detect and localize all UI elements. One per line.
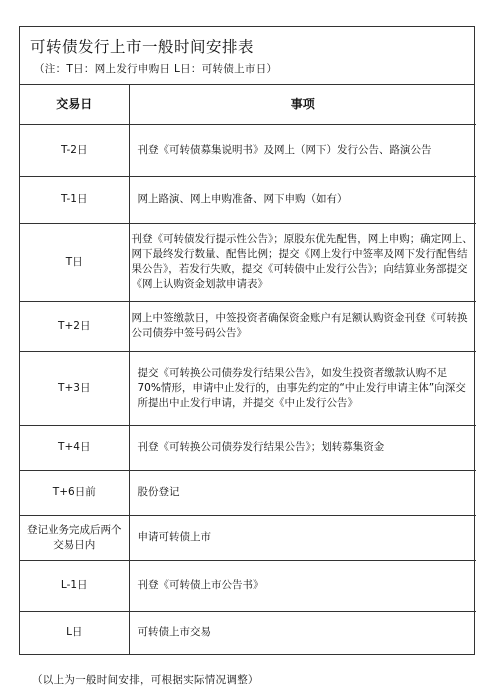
table-row <box>20 176 476 223</box>
row-item: 刊登《可转换公司债券发行结果公告》；划转募集资金 <box>129 425 476 470</box>
row-item: 刊登《可转债募集说明书》及网上（网下）发行公告、路演公告 <box>129 124 476 176</box>
title-box <box>20 27 474 85</box>
row-item: 股份登记 <box>129 470 476 515</box>
header-day: 交易日 <box>20 85 129 124</box>
row-day: T+2日 <box>20 301 129 351</box>
header-item: 事项 <box>129 85 476 124</box>
row-item: 刊登《可转债发行提示性公告》；原股东优先配售，网上申购；确定网上、网下最终发行数量、配售比例；提交《网上发行中签率及网下发行配售结果公告》，若发行失败，提交《可转债中止发行公告》；向结算业务部提交《网上认购资金划款申请表》 <box>129 223 476 301</box>
table-row <box>20 425 476 470</box>
row-day: T+6日前 <box>20 470 129 515</box>
row-item: 刊登《可转债上市公告书》 <box>129 560 476 611</box>
table-row <box>20 301 476 351</box>
row-day: 登记业务完成后两个交易日内 <box>20 515 129 560</box>
row-item: 可转债上市交易 <box>129 611 476 654</box>
row-day: T+3日 <box>20 351 129 425</box>
row-item: 网上中签缴款日，中签投资者确保资金账户有足额认购资金刊登《可转换公司债券中签号码公告》 <box>129 301 476 351</box>
table-row <box>20 351 476 425</box>
table-row <box>20 515 476 560</box>
footer-note: （以上为一般时间安排，可根据实际情况调整） <box>32 674 259 686</box>
row-item: 网上路演、网上申购准备、网下申购（如有） <box>129 176 476 223</box>
table-title: 可转债发行上市一般时间安排表 <box>30 38 255 56</box>
row-day: L日 <box>20 611 129 654</box>
table-row <box>20 611 476 654</box>
table-note: （注：T日：网上发行申购日 L日：可转债上市日） <box>34 63 278 75</box>
row-day: T-2日 <box>20 124 129 176</box>
row-item: 提交《可转换公司债券发行结果公告》，如发生投资者缴款认购不足70%情形，申请中止发行的，由事先约定的“中止发行申请主体”向深交所提出中止发行申请，并提交《中止发行公告》 <box>129 351 476 425</box>
table-row <box>20 124 476 176</box>
row-item: 申请可转债上市 <box>129 515 476 560</box>
row-day: L-1日 <box>20 560 129 611</box>
table-row <box>20 470 476 515</box>
header-row <box>20 85 476 124</box>
row-day: T+4日 <box>20 425 129 470</box>
schedule-frame <box>19 26 475 655</box>
schedule-table <box>20 85 476 654</box>
table-row <box>20 560 476 611</box>
row-day: T-1日 <box>20 176 129 223</box>
table-row <box>20 223 476 301</box>
row-day: T日 <box>20 223 129 301</box>
